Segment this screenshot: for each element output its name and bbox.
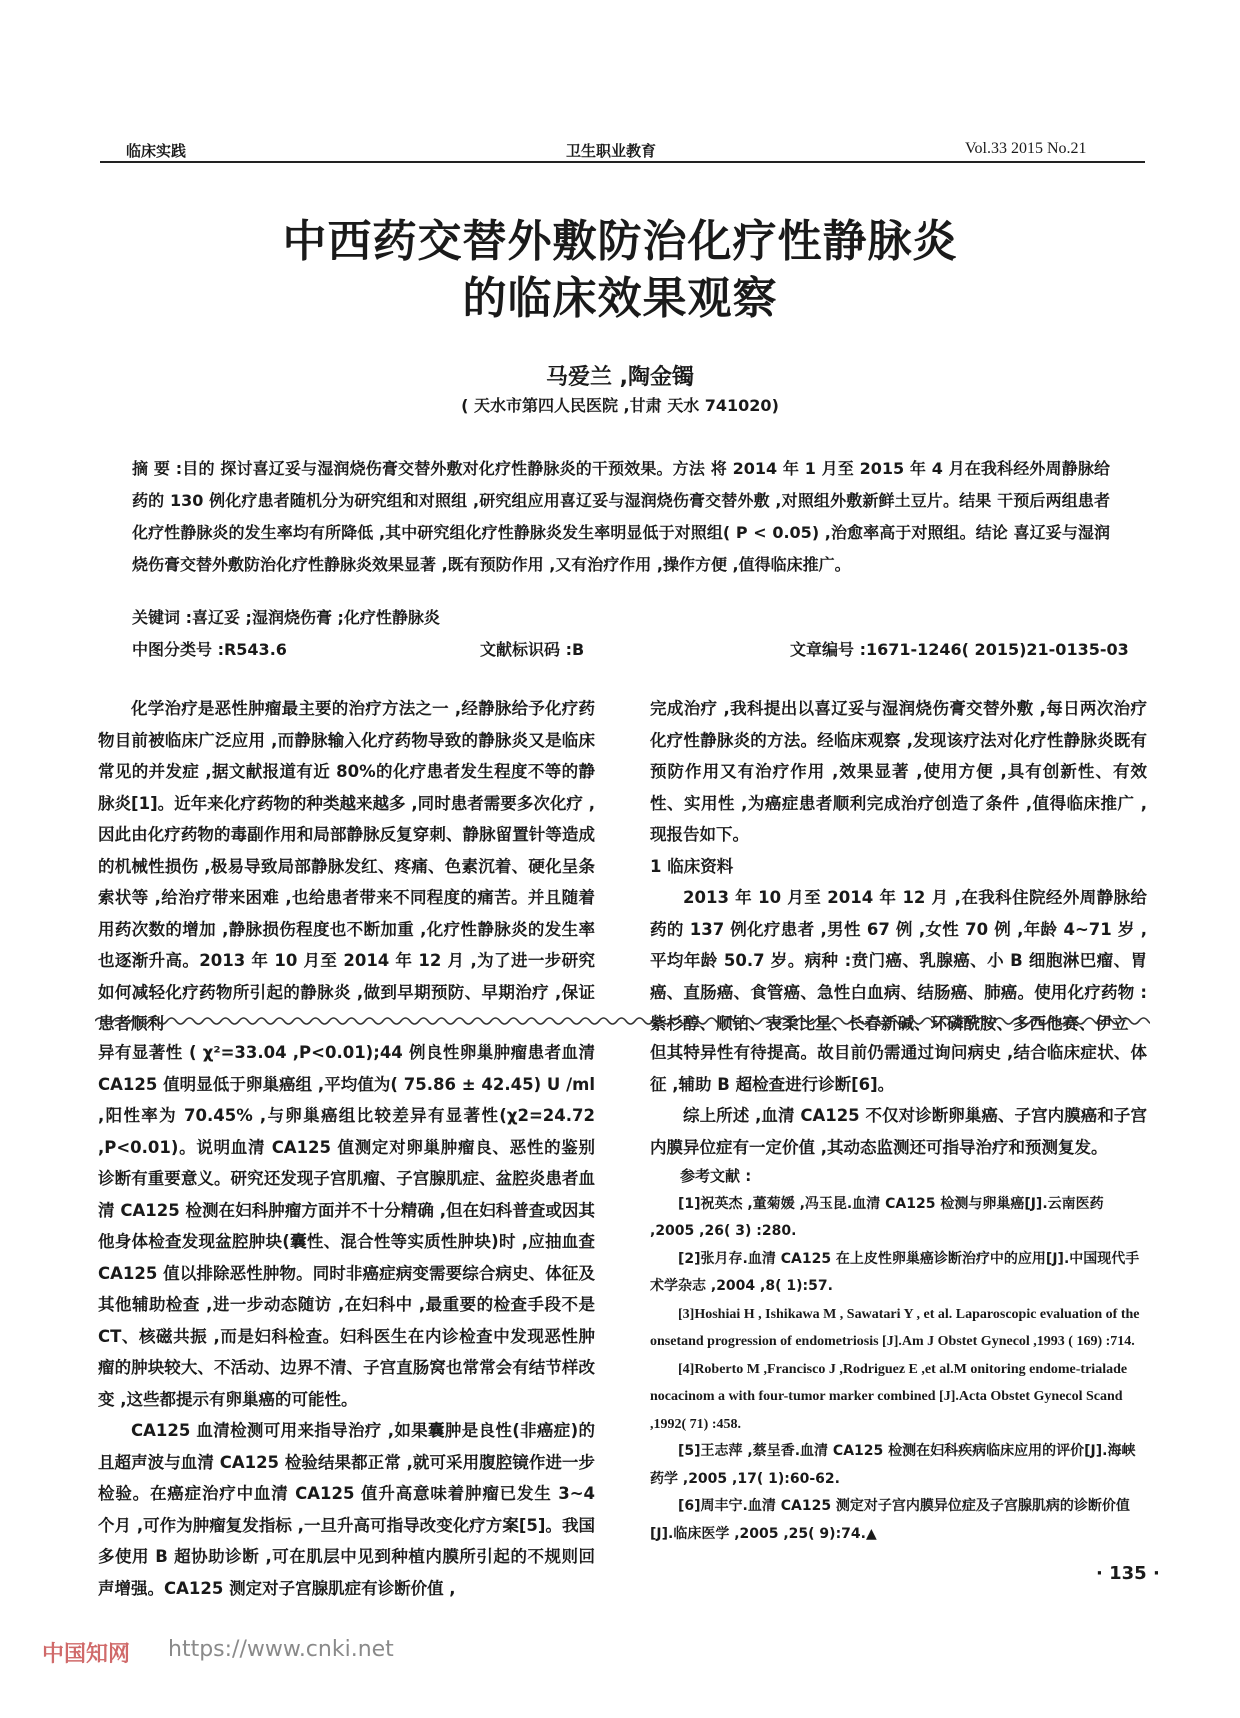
intro-paragraph: 化学治疗是恶性肿瘤最主要的治疗方法之一 ,经静脉给予化疗药物目前被临床广泛应用 ,而静脉输入化疗药物导致的静脉炎又是临床常见的并发症 ,据文献报道有近 80%的化疗患者发生程度不等的静脉炎[1]。近年来化疗药物的种类越来越多 ,同时患者需要多次化疗 ,因此由化疗药物的毒副作用和局部静脉反复穿刺、静脉留置针等造成的机械性损伤 ,极易导致局部静脉发红、疼痛、色素沉着、硬化呈条索状等 ,给治疗带来困难 ,也给患者带来不同程度的痛苦。并且随着用药次数的增加 ,静脉损伤程度也不断加重 ,化疗性静脉炎的发生率也逐渐升高。2013 年 10 月至 2014 年 12 月 ,为了进一步研究如何减轻化疗药物所引起的静脉炎 ,做到早期预防、早期治疗 ,保证患者顺利 [98,699,595,1033]
reference-item: [2]张月存.血清 CA125 在上皮性卵巢癌诊断治疗中的应用[J].中国现代手术学杂志 ,2004 ,8( 1):57. [650,1250,1140,1294]
references-heading: 参考文献 : [680,1167,752,1185]
page-number: · 135 · [1096,1563,1160,1584]
document-code: 文献标识码 :B [480,640,585,659]
intro-continuation: 完成治疗 ,我科提出以喜辽妥与湿润烧伤膏交替外敷 ,每日两次治疗化疗性静脉炎的方法。经临床观察 ,发现该疗法对化疗性静脉炎既有预防作用又有治疗作用 ,效果显著 ,使用方便 ,具有创新性、有效性、实用性 ,为癌症患者顺利完成治疗创造了条件 ,值得临床推广 ,现报告如下。 [650,699,1147,844]
abstract [132,453,1110,581]
upper-right-column [650,693,1147,1040]
reference-item: [1]祝英杰 ,董菊媛 ,冯玉昆.血清 CA125 检测与卵巢癌[J].云南医药 ,2005 ,26( 3) :280. [650,1195,1104,1239]
abstract-label: 摘 要 : [132,459,183,478]
lower-right-column [650,1037,1147,1548]
wavy-column-divider [95,1014,1150,1028]
cnki-logo-text: 中国知网 [42,1642,131,1667]
header-rule [100,161,1145,163]
running-header-journal: 卫生职业教育 [566,142,657,160]
ca125-paragraph: CA125 血清检测可用来指导治疗 ,如果囊肿是良性(非癌症)的且超声波与血清 CA125 检验结果都正常 ,就可采用腹腔镜作进一步检验。在癌症治疗中血清 CA125 值升高意味着肿瘤已发生 3~4 个月 ,可作为肿瘤复发指标 ,一旦升高可指导改变化疗方案[5]。我国多使用 B 超协助诊断 ,可在肌层中见到种植内膜所引起的不规则回声增强。CA125 测定对子宫腺肌症有诊断价值 , [98,1421,595,1598]
keywords: 关键词 :喜辽妥 ;湿润烧伤膏 ;化疗性静脉炎 [132,608,440,627]
running-header-section: 临床实践 [126,142,187,160]
article-title-line1: 中西药交替外敷防治化疗性静脉炎 [282,216,958,267]
lower-left-column [98,1037,595,1604]
reference-list [650,1191,1147,1549]
diagnosis-paragraph: 但其特异性有待提高。故目前仍需通过询问病史 ,结合临床症状、体征 ,辅助 B 超检查进行诊断[6]。 [650,1043,1147,1094]
clinical-data-paragraph: 2013 年 10 月至 2014 年 12 月 ,在我科住院经外周静脉给药的 137 例化疗患者 ,男性 67 例 ,女性 70 例 ,年龄 4~71 岁 ,平均年龄 50.7 岁。病种 :贲门癌、乳腺癌、小 B 细胞淋巴瘤、胃癌、直肠癌、食管癌、急性白血病、结肠癌、肺癌。使用化疗药物 :紫杉醇、顺铂、表柔比星、长春新碱、环磷酰胺、多西他赛、伊立 [650,888,1147,1033]
reference-item: [4]Roberto M ,Francisco J ,Rodriguez E ,et al.M onitoring endome-trialade nocacinom a with four-tumor marker combined [J].Acta Obstet Gynecol Scand ,1992( 71) :458. [650,1361,1128,1432]
section-heading-clinical-data: 1 临床资料 [650,856,734,876]
reference-item: [3]Hoshiai H , Ishikawa M , Sawatari Y , et al. Laparoscopic evaluation of the onsetand progression of endometriosis [J].Am J Obstet Gynecol ,1993 ( 169) :714. [650,1306,1140,1349]
reference-item: [6]周丰宁.血清 CA125 测定对子宫内膜异位症及子宫腺肌病的诊断价值[J].临床医学 ,2005 ,25( 9):74.▲ [650,1498,1130,1542]
clc-number: 中图分类号 :R543.6 [132,640,287,659]
article-title-line2: 的临床效果观察 [462,273,778,324]
abstract-text: 目的 探讨喜辽妥与湿润烧伤膏交替外敷对化疗性静脉炎的干预效果。方法 将 2014 年 1 月至 2015 年 4 月在我科经外周静脉给药的 130 例化疗患者随机分为研究组和对照组 ,研究组应用喜辽妥与湿润烧伤膏交替外敷 ,对照组外敷新鲜土豆片。结果 干预后两组患者化疗性静脉炎的发生率均有所降低 ,其中研究组化疗性静脉炎发生率明显低于对照组( P < 0.05) ,治愈率高于对照组。结论 喜辽妥与湿润烧伤膏交替外敷防治化疗性静脉炎效果显著 ,既有预防作用 ,又有治疗作用 ,操作方便 ,值得临床推广。 [132,459,1110,574]
reference-item: [5]王志萍 ,蔡呈香.血清 CA125 检测在妇科疾病临床应用的评价[J].海峡药学 ,2005 ,17( 1):60-62. [650,1443,1136,1487]
affiliation: ( 天水市第四人民医院 ,甘肃 天水 741020) [461,396,779,415]
conclusion-paragraph: 综上所述 ,血清 CA125 不仅对诊断卵巢癌、子宫内膜癌和子宫内膜异位症有一定价值 ,其动态监测还可指导治疗和预测复发。 [650,1106,1147,1157]
running-header-volume: Vol.33 2015 No.21 [965,140,1087,157]
cnki-url[interactable]: https://www.cnki.net [168,1637,394,1662]
upper-left-column [98,693,595,1040]
results-paragraph: 异有显著性 ( χ²=33.04 ,P<0.01);44 例良性卵巢肿瘤患者血清 CA125 值明显低于卵巢癌组 ,平均值为( 75.86 ± 42.45) U /ml ,阳性率为 70.45% ,与卵巢癌组比较差异有显著性(χ2=24.72 ,P<0.01)。说明血清 CA125 值测定对卵巢肿瘤良、恶性的鉴别诊断有重要意义。研究还发现子宫肌瘤、子宫腺肌症、盆腔炎患者血清 CA125 检测在妇科肿瘤方面并不十分精确 ,但在妇科普查或因其他身体检查发现盆腔肿块(囊性、混合性等实质性肿块)时 ,应抽血查 CA125 值以排除恶性肿物。同时非癌症病变需要综合病史、体征及其他辅助检查 ,进一步动态随访 ,在妇科中 ,最重要的检查手段不是 CT、核磁共振 ,而是妇科检查。妇科医生在内诊检查中发现恶性肿瘤的肿块较大、不活动、边界不清、子宫直肠窝也常常会有结节样改变 ,这些都提示有卵巢癌的可能性。 [98,1043,595,1409]
authors: 马爱兰 ,陶金镯 [545,365,695,390]
article-number: 文章编号 :1671-1246( 2015)21-0135-03 [790,640,1129,659]
